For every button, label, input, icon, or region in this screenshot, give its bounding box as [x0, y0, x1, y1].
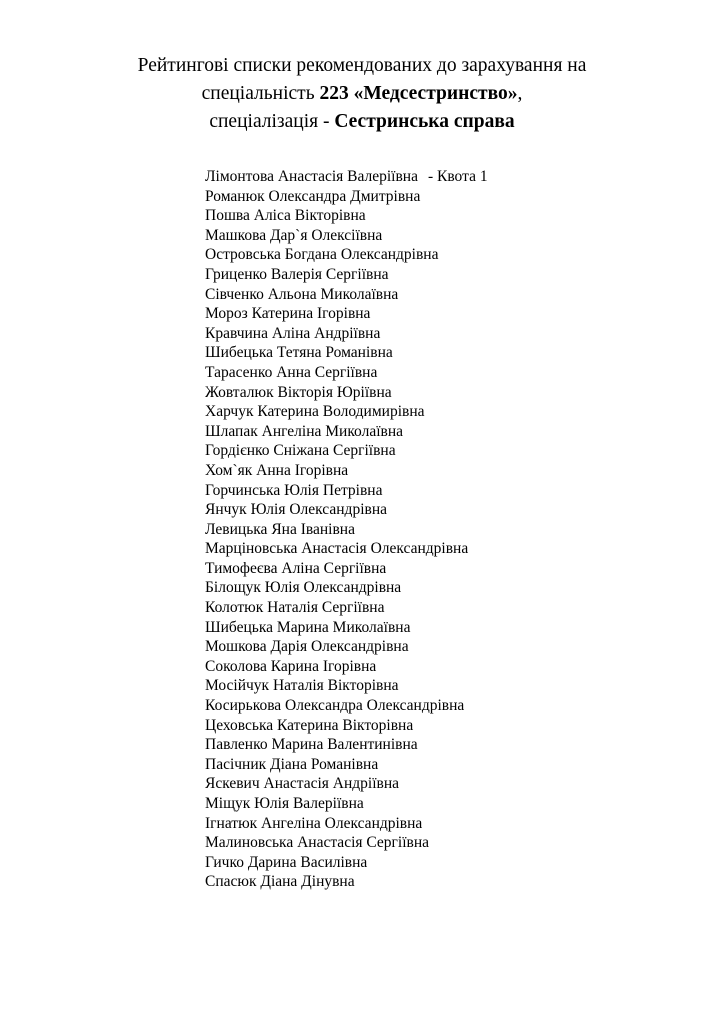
- applicant-list-item: [205, 676, 488, 696]
- applicant-list-item: [205, 578, 488, 598]
- applicant-name: Яскевич Анастасія Андріївна: [205, 775, 400, 793]
- applicant-name: Мошкова Дарія Олександрівна: [205, 638, 409, 656]
- applicant-name: Марціновська Анастасія Олександрівна: [205, 540, 469, 558]
- applicant-name: Пошва Аліса Вікторівна: [205, 207, 366, 225]
- applicant-name: Цеховська Катерина Вікторівна: [205, 716, 414, 734]
- applicant-name: Білощук Юлія Олександрівна: [205, 579, 402, 597]
- applicant-list-item: [205, 461, 488, 481]
- applicant-list-item: [205, 598, 488, 618]
- applicant-name: Харчук Катерина Володимирівна: [205, 403, 425, 421]
- applicant-list-item: [205, 755, 488, 775]
- applicant-list-item: [205, 206, 488, 226]
- title-line-1: Рейтингові списки рекомендованих до зарахування на: [137, 55, 587, 76]
- applicant-list-item: [205, 774, 488, 794]
- applicant-name: Лімонтова Анастасія Валеріївна: [205, 168, 418, 185]
- applicant-list-item: [205, 716, 488, 736]
- applicant-list-item: [205, 304, 488, 324]
- applicant-name: Кравчина Аліна Андріївна: [205, 324, 381, 342]
- applicant-name: Островська Богдана Олександрівна: [205, 246, 439, 264]
- applicant-name: Косирькова Олександра Олександрівна: [205, 697, 465, 715]
- applicant-name: Горчинська Юлія Петрівна: [205, 481, 383, 499]
- applicant-name: Міщук Юлія Валеріївна: [205, 795, 364, 812]
- applicant-name: Романюк Олександра Дмитрівна: [205, 187, 421, 205]
- applicant-list-item: [205, 285, 488, 305]
- applicant-name: Шибецька Марина Миколаївна: [205, 618, 411, 636]
- applicant-name: Павленко Марина Валентинівна: [205, 736, 418, 754]
- applicant-list: [205, 167, 488, 892]
- applicant-list-item: [205, 794, 488, 814]
- applicant-name: Шибецька Тетяна Романівна: [205, 344, 393, 362]
- applicant-list-item: [205, 226, 488, 246]
- applicant-list-item: [205, 657, 488, 677]
- title-specialization-name: Сестринська справа: [334, 111, 515, 132]
- document-title: [0, 52, 724, 136]
- applicant-list-item: [205, 520, 488, 540]
- title-specialty-name: 223 «Медсестринство»: [319, 83, 518, 104]
- quota-label: - Квота 1: [427, 168, 488, 185]
- applicant-name: Янчук Юлія Олександрівна: [205, 501, 387, 519]
- applicant-list-item: [205, 872, 488, 892]
- applicant-name: Соколова Карина Ігорівна: [205, 657, 377, 675]
- applicant-name: Сівченко Альона Миколаївна: [205, 285, 399, 303]
- applicant-name: Левицька Яна Іванівна: [205, 520, 355, 538]
- applicant-name: Гордієнко Сніжана Сергіївна: [205, 442, 396, 460]
- applicant-list-item: [205, 383, 488, 403]
- applicant-list-item: [205, 441, 488, 461]
- applicant-list-item: [205, 853, 488, 873]
- applicant-name: Мосійчук Наталія Вікторівна: [205, 677, 399, 695]
- applicant-name: Спасюк Діана Дінувна: [205, 873, 355, 891]
- applicant-name: Тимофеєва Аліна Сергіївна: [205, 559, 387, 577]
- applicant-name: Шлапак Ангеліна Миколаївна: [205, 422, 404, 440]
- applicant-list-item: [205, 324, 488, 344]
- applicant-list-item: [205, 363, 488, 383]
- applicant-name: Малиновська Анастасія Сергіївна: [205, 834, 430, 852]
- applicant-name: Гичко Дарина Василівна: [205, 853, 368, 871]
- applicant-list-item: [205, 265, 488, 285]
- applicant-name: Мороз Катерина Ігорівна: [205, 305, 371, 323]
- applicant-list-item: [205, 402, 488, 422]
- applicant-list-item: [205, 735, 488, 755]
- applicant-list-item: [205, 539, 488, 559]
- applicant-list-item: [205, 559, 488, 579]
- applicant-name: Колотюк Наталія Сергіївна: [205, 599, 385, 617]
- title-specialization-prefix: спеціалізація -: [209, 111, 335, 132]
- applicant-name: Хом`як Анна Ігорівна: [205, 461, 349, 479]
- applicant-name: Пасічник Діана Романівна: [205, 755, 379, 773]
- applicant-list-item: [205, 500, 488, 520]
- applicant-list-item: [205, 167, 488, 187]
- applicant-list-item: [205, 481, 488, 501]
- title-line-3: [0, 108, 724, 136]
- applicant-name: Машкова Дар`я Олексіївна: [205, 226, 383, 244]
- applicant-name: Тарасенко Анна Сергіївна: [205, 363, 378, 381]
- applicant-list-item: [205, 422, 488, 442]
- applicant-list-item: [205, 245, 488, 265]
- applicant-list-item: [205, 187, 488, 207]
- applicant-name: Жовталюк Вікторія Юріївна: [205, 383, 392, 401]
- applicant-list-item: [205, 814, 488, 834]
- applicant-list-item: [205, 343, 488, 363]
- applicant-list-item: [205, 618, 488, 638]
- applicant-list-item: [205, 833, 488, 853]
- applicant-list-item: [205, 696, 488, 716]
- title-line-2: [0, 80, 724, 108]
- title-specialty-suffix: ,: [517, 83, 523, 104]
- applicant-list-item: [205, 637, 488, 657]
- applicant-name: Гриценко Валерія Сергіївна: [205, 265, 389, 283]
- applicant-name: Ігнатюк Ангеліна Олександрівна: [205, 814, 423, 832]
- title-specialty-prefix: спеціальність: [201, 83, 320, 104]
